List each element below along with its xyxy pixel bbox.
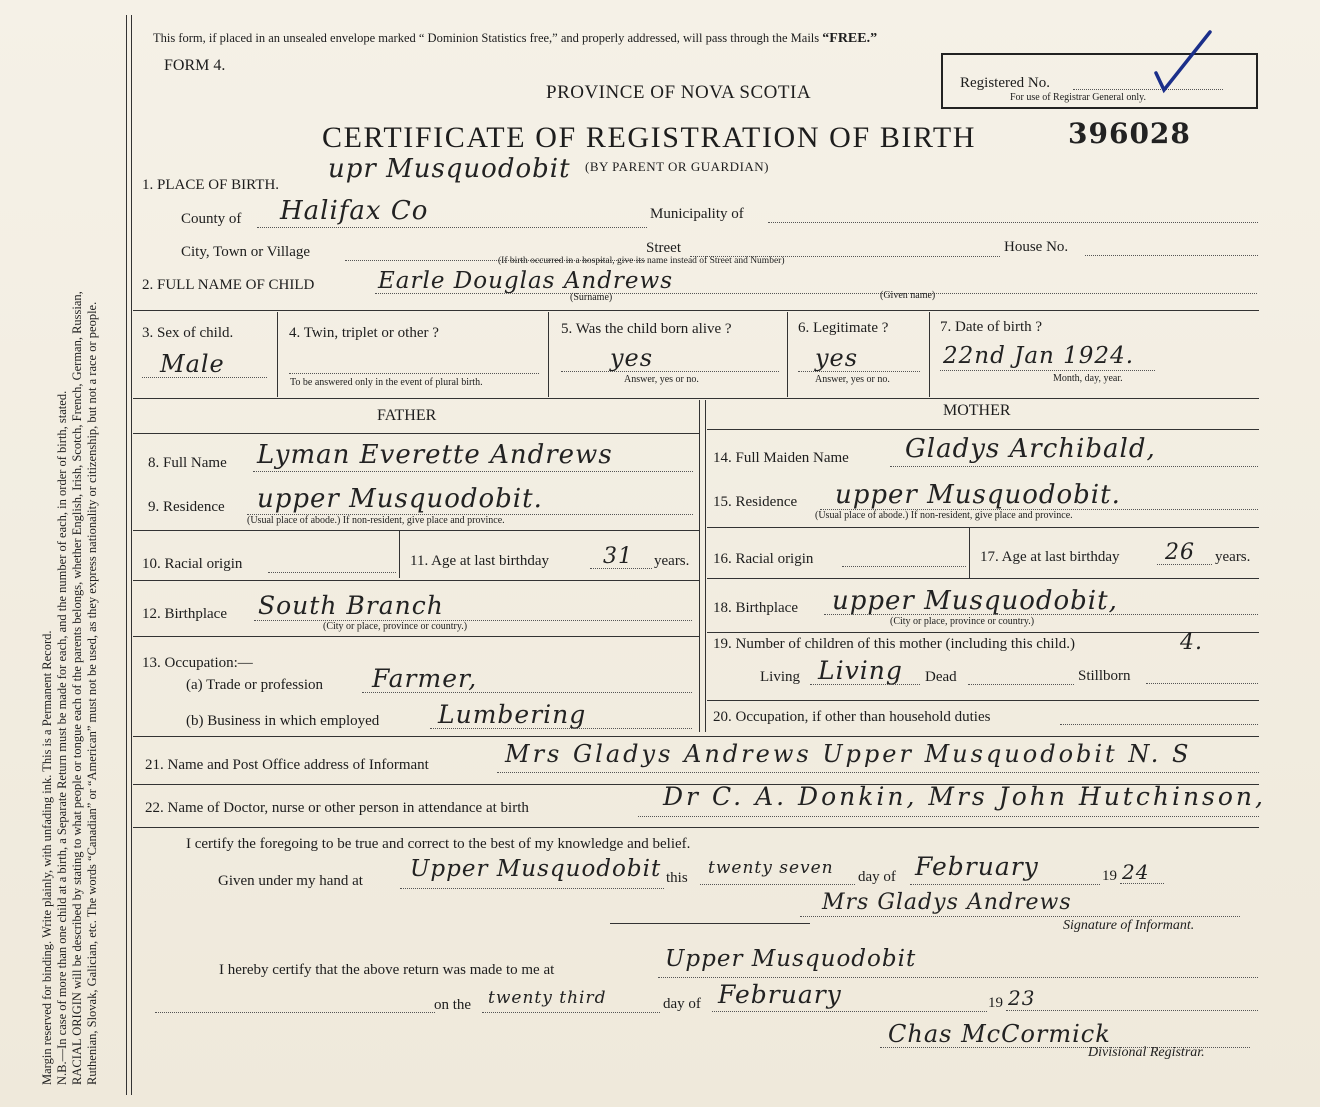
father-years: years. [654,553,690,569]
this-line [700,884,855,885]
alive-label: 5. Was the child born alive ? [561,321,732,337]
alive-line [561,371,779,372]
dob-value: 22nd Jan 1924. [943,343,1135,369]
divider-d [929,312,930,397]
margin-line-3: RACIAL ORIGIN will be described by stating to what people or tongue each of the parents belongs, whether English, Irish, Scotch, French, German, Russian, [70,291,84,1085]
father-birthplace-value: South Branch [258,591,444,620]
margin-instructions [40,291,100,1085]
parents-divider-2 [705,400,706,732]
stillborn-line [1146,683,1258,684]
this-value: twenty seven [708,858,834,878]
given-name-note: (Given name) [880,290,936,301]
mother-rule-3 [707,578,1259,579]
occupation-label: 13. Occupation:— [142,655,253,671]
mother-birthplace-note: (City or place, province or country.) [890,616,1035,627]
legit-note: Answer, yes or no. [815,374,890,385]
province-heading: PROVINCE OF NOVA SCOTIA [546,82,812,103]
registrar-place-value: Upper Musquodobit [665,946,917,972]
informant-line [497,772,1259,773]
father-residence-label: 9. Residence [148,499,225,515]
mother-rule-2 [707,527,1259,528]
month-value: February [915,852,1039,881]
father-age-divider [399,530,400,578]
dead-line [968,684,1074,685]
sex-label: 3. Sex of child. [142,325,234,341]
sex-line [142,377,267,378]
mother-residence-note: (Usual place of abode.) If non-resident, give place and province. [815,510,1073,521]
county-value: Halifax Co [280,196,429,226]
father-residence-value: upper Musquodobit. [257,484,543,514]
alive-note: Answer, yes or no. [624,374,699,385]
mother-racial-line [842,566,966,567]
mother-racial-label: 16. Racial origin [713,551,814,567]
place-label: 1. PLACE OF BIRTH. [142,177,280,193]
rule-doctor [133,827,1259,828]
doctor-line [638,816,1259,817]
mother-rule-1 [707,429,1259,430]
margin-rule-inner [131,15,132,1095]
year-prefix: 19 [1102,868,1117,884]
registrar-signature-label: Divisional Registrar. [1088,1045,1205,1060]
father-birthplace-note: (City or place, province or country.) [323,621,468,632]
registrar-year-line [1006,1010,1258,1011]
father-residence-note: (Usual place of abode.) If non-resident, give place and province. [247,515,505,526]
divider-b [548,312,549,397]
registered-no-label: Registered No. [960,75,1050,91]
month-line [910,884,1100,885]
municipality-line [768,222,1258,223]
business-value: Lumbering [438,700,587,729]
doctor-value: Dr C. A. Donkin, Mrs John Hutchinson, [663,782,1266,811]
form-number: FORM 4. [164,57,226,74]
rule-row3-top [133,310,1259,311]
given-place-line [400,888,664,889]
on-the-label: on the [434,997,472,1013]
certificate-number: 396028 [1068,117,1191,150]
dob-label: 7. Date of birth ? [940,319,1043,335]
given-place-value: Upper Musquodobit [410,856,662,882]
margin-rule [126,15,127,1095]
father-rule-1 [133,433,699,434]
mother-age-value: 26 [1165,540,1195,565]
mother-rule-4 [707,632,1259,633]
mother-occupation-line [1060,724,1258,725]
doctor-label: 22. Name of Doctor, nurse or other person in attendance at birth [145,800,529,816]
sex-value: Male [160,350,225,378]
mother-age-line [1157,564,1212,565]
margin-line-1: Margin reserved for binding. Write plainly, with unfading ink. This is a Permanent Record. [40,630,54,1085]
trade-line [362,692,692,693]
father-age-label: 11. Age at last birthday [410,553,549,569]
stillborn-label: Stillborn [1078,668,1131,684]
hospital-note: (If birth occurred in a hospital, give its name instead of Street and Number) [498,256,785,266]
mother-rule-5 [707,700,1259,701]
children-label: 19. Number of children of this mother (including this child.) [713,636,1076,652]
dob-note: Month, day, year. [1053,373,1123,384]
children-value: 4. [1180,630,1203,655]
check-mark-icon [1148,28,1218,98]
registrar-statement: I hereby certify that the above return was made to me at [219,962,555,978]
this-label: this [666,870,688,886]
divider-c [787,312,788,397]
municipality-label: Municipality of [650,206,744,222]
father-birthplace-label: 12. Birthplace [142,606,227,622]
year-line [1120,883,1164,884]
registrar-year-prefix: 19 [988,995,1003,1011]
father-age-value: 31 [603,544,633,569]
day-of-label: day of [858,869,896,885]
informant-signature: Mrs Gladys Andrews [822,890,1072,915]
father-birthplace-line [254,620,692,621]
parents-divider [699,400,700,732]
on-value: twenty third [488,988,607,1008]
page-title: CERTIFICATE OF REGISTRATION OF BIRTH [322,121,977,154]
mother-occupation-label: 20. Occupation, if other than household duties [713,709,991,725]
informant-value: Mrs Gladys Andrews Upper Musquodobit N. S [505,740,1192,768]
mother-age-divider [969,527,970,578]
father-name-label: 8. Full Name [148,455,227,471]
mother-residence-label: 15. Residence [713,494,798,510]
registrar-day-of: day of [663,996,701,1012]
mother-heading: MOTHER [943,402,1011,419]
county-label: County of [181,211,242,227]
mother-name-label: 14. Full Maiden Name [713,450,849,466]
house-line [1085,255,1258,256]
registrar-month-line [712,1011,987,1012]
registrar-month-value: February [718,980,842,1009]
signature-rule [610,923,810,924]
registrar-lead-line [155,1012,435,1013]
trade-value: Farmer, [372,664,478,693]
by-parent-note: (BY PARENT OR GUARDIAN) [585,159,770,174]
signature-label: Signature of Informant. [1063,918,1195,933]
father-rule-3 [133,580,699,581]
registrar-year-value: 23 [1008,986,1036,1010]
city-label: City, Town or Village [181,244,311,260]
living-value: Living [818,656,903,685]
father-age-line [590,568,652,569]
father-name-value: Lyman Everette Andrews [257,440,613,470]
informant-label: 21. Name and Post Office address of Informant [145,757,429,773]
mail-notice: This form, if placed in an unsealed envelope marked “ Dominion Statistics free,” and properly addressed, will pass through the Mails “FREE.” [153,31,878,46]
father-rule-4 [133,636,699,637]
mother-years: years. [1215,549,1251,565]
street-label: Street [646,240,681,256]
twin-note: To be answered only in the event of plural birth. [290,377,483,388]
house-label: House No. [1004,239,1069,255]
divider-a [277,312,278,397]
living-line [810,684,920,685]
child-name-label: 2. FULL NAME OF CHILD [142,277,315,293]
child-name-value: Earle Douglas Andrews [378,268,674,294]
father-racial-line [268,572,396,573]
alive-value: yes [610,344,654,372]
place-value: upr Musquodobit [328,154,571,184]
father-racial-label: 10. Racial origin [142,556,243,572]
registrar-place-line [658,977,1258,978]
certify-statement: I certify the foregoing to be true and correct to the best of my knowledge and belief. [186,836,691,852]
given-label: Given under my hand at [218,873,363,889]
mother-age-label: 17. Age at last birthday [980,549,1120,565]
trade-label: (a) Trade or profession [186,677,324,693]
business-label: (b) Business in which employed [186,713,380,729]
surname-note: (Surname) [570,292,613,303]
legit-value: yes [815,344,859,372]
registrar-signature: Chas McCormick [888,1020,1111,1048]
child-name-line [375,293,1257,294]
legit-line [798,371,920,372]
margin-line-2: N.B.—In case of more than one child at a birth, a Separate Return must be made for each, and the number of each, in order of birth, stated. [55,390,69,1085]
father-rule-2 [133,530,699,531]
rule-parents-bottom [133,736,1259,737]
twin-line [289,373,539,374]
dob-line [940,370,1155,371]
mother-name-line [890,466,1258,467]
dead-label: Dead [925,669,957,685]
mother-residence-value: upper Musquodobit. [835,480,1121,510]
mother-birthplace-line [824,614,1258,615]
signature-line [800,916,1240,917]
twin-label: 4. Twin, triplet or other ? [289,325,439,341]
living-label: Living [760,669,800,685]
county-line [257,227,647,228]
legit-label: 6. Legitimate ? [798,320,889,336]
father-heading: FATHER [377,407,437,424]
mother-birthplace-label: 18. Birthplace [713,600,798,616]
registrar-use-note: For use of Registrar General only. [1010,92,1146,103]
rule-row3-bottom [133,398,1259,399]
father-name-line [253,471,693,472]
year-value: 24 [1122,860,1150,884]
mother-birthplace-value: upper Musquodobit, [832,586,1118,616]
margin-line-4: Ruthenian, Slovak, Galician, etc. The words “Canadian” or “American” must not be used, as they express nationality or citizenship, but not a race or people. [85,301,99,1085]
mother-name-value: Gladys Archibald, [905,434,1156,464]
on-line [482,1012,660,1013]
business-line [430,728,692,729]
